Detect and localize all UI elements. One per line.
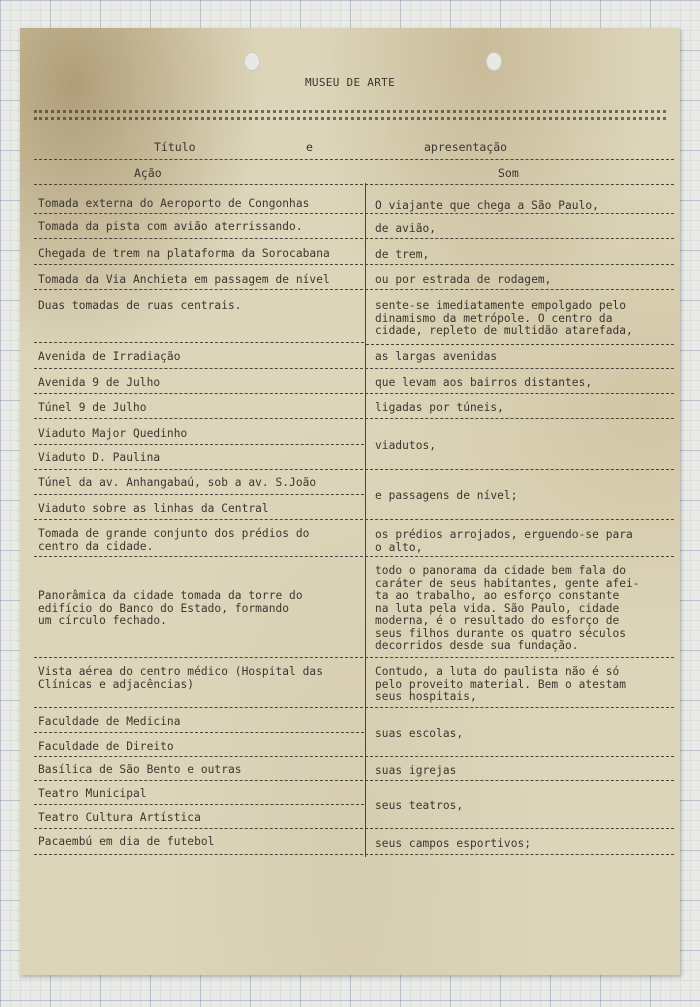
acao-cell: Vista aérea do centro médico (Hospital das Clínicas e adjacências) bbox=[38, 665, 323, 691]
acao-cell: Tomada de grande conjunto dos prédios do centro da cidade. bbox=[38, 527, 310, 553]
header-titulo: Título bbox=[154, 140, 196, 154]
som-cell: viadutos, bbox=[375, 439, 437, 452]
som-cell: todo o panorama da cidade bem fala do caráter de seus habitantes, gente afei- ta ao trabalho, ao esforço constante na luta pela vida. São Paulo, cidade moderna, é o resultado do esforço de seus filhos durante os quatro séculos decorridos desde sua fundação. bbox=[375, 564, 640, 652]
som-cell: ou por estrada de rodagem, bbox=[375, 273, 552, 286]
acao-cell: Faculdade de Medicina bbox=[38, 715, 181, 728]
row-separator bbox=[34, 368, 674, 369]
header-acao: Ação bbox=[134, 166, 162, 180]
row-separator bbox=[34, 556, 674, 557]
row-separator bbox=[34, 494, 364, 495]
acao-cell: Teatro Cultura Artística bbox=[38, 811, 201, 824]
row-separator bbox=[34, 828, 674, 829]
header-apresentacao: apresentação bbox=[424, 140, 508, 154]
row-separator bbox=[34, 393, 674, 394]
row-separator bbox=[34, 804, 364, 805]
acao-cell: Duas tomadas de ruas centrais. bbox=[38, 299, 242, 312]
acao-cell: Túnel da av. Anhangabaú, sob a av. S.João bbox=[38, 476, 317, 489]
acao-cell: Basílica de São Bento e outras bbox=[38, 763, 242, 776]
divider bbox=[34, 159, 674, 160]
row-separator bbox=[366, 344, 674, 345]
som-cell: e passagens de nível; bbox=[375, 489, 518, 502]
som-cell: ligadas por túneis, bbox=[375, 401, 504, 414]
som-cell: suas escolas, bbox=[375, 727, 464, 740]
som-cell: Contudo, a luta do paulista não é só pelo proveito material. Bem o atestam seus hospitais, bbox=[375, 665, 627, 703]
acao-cell: Avenida de Irradiação bbox=[38, 350, 181, 363]
acao-cell: Faculdade de Direito bbox=[38, 740, 174, 753]
row-separator bbox=[34, 342, 364, 343]
som-cell: de avião, bbox=[375, 222, 437, 235]
som-cell: O viajante que chega a São Paulo, bbox=[375, 199, 599, 212]
acao-cell: Panorâmica da cidade tomada da torre do edifício do Banco do Estado, formando um círculo fechado. bbox=[38, 589, 303, 627]
som-cell: seus teatros, bbox=[375, 799, 464, 812]
acao-cell: Viaduto sobre as linhas da Central bbox=[38, 502, 269, 515]
row-separator bbox=[34, 444, 364, 445]
document-title: MUSEU DE ARTE bbox=[305, 76, 395, 89]
row-separator bbox=[34, 238, 674, 239]
som-cell: sente-se imediatamente empolgado pelo dinamismo da metrópole. O centro da cidade, repleto de multidão atarefada, bbox=[375, 299, 633, 337]
row-separator bbox=[34, 469, 674, 470]
dotted-separator bbox=[34, 117, 666, 130]
row-separator bbox=[34, 732, 364, 733]
row-separator bbox=[34, 756, 674, 757]
row-separator bbox=[34, 519, 674, 520]
punch-hole-right bbox=[486, 52, 502, 71]
som-cell: as largas avenidas bbox=[375, 350, 498, 363]
row-separator bbox=[34, 854, 674, 855]
acao-cell: Tomada da Via Anchieta em passagem de nível bbox=[38, 273, 330, 286]
divider bbox=[34, 184, 674, 185]
som-cell: suas igrejas bbox=[375, 764, 457, 777]
som-cell: de trem, bbox=[375, 248, 430, 261]
som-cell: seus campos esportivos; bbox=[375, 837, 532, 850]
acao-cell: Avenida 9 de Julho bbox=[38, 376, 161, 389]
header-e: e bbox=[306, 140, 313, 154]
row-separator bbox=[34, 707, 674, 708]
header-som: Som bbox=[498, 166, 519, 180]
acao-cell: Chegada de trem na plataforma da Sorocabana bbox=[38, 247, 330, 260]
acao-cell: Viaduto D. Paulina bbox=[38, 451, 161, 464]
acao-cell: Pacaembú em dia de futebol bbox=[38, 835, 215, 848]
som-cell: que levam aos bairros distantes, bbox=[375, 376, 593, 389]
row-separator bbox=[34, 418, 674, 419]
row-separator bbox=[34, 264, 674, 265]
row-separator bbox=[34, 213, 674, 214]
document-page bbox=[20, 28, 680, 975]
row-separator bbox=[34, 657, 674, 658]
acao-cell: Viaduto Major Quedinho bbox=[38, 427, 188, 440]
acao-cell: Túnel 9 de Julho bbox=[38, 401, 147, 414]
som-cell: os prédios arrojados, erguendo-se para o alto, bbox=[375, 528, 633, 554]
row-separator bbox=[34, 289, 674, 290]
acao-cell: Tomada externa do Aeroporto de Congonhas bbox=[38, 197, 310, 210]
punch-hole-left bbox=[244, 52, 260, 71]
acao-cell: Tomada da pista com avião aterrissando. bbox=[38, 220, 303, 233]
acao-cell: Teatro Municipal bbox=[38, 787, 147, 800]
row-separator bbox=[34, 780, 674, 781]
